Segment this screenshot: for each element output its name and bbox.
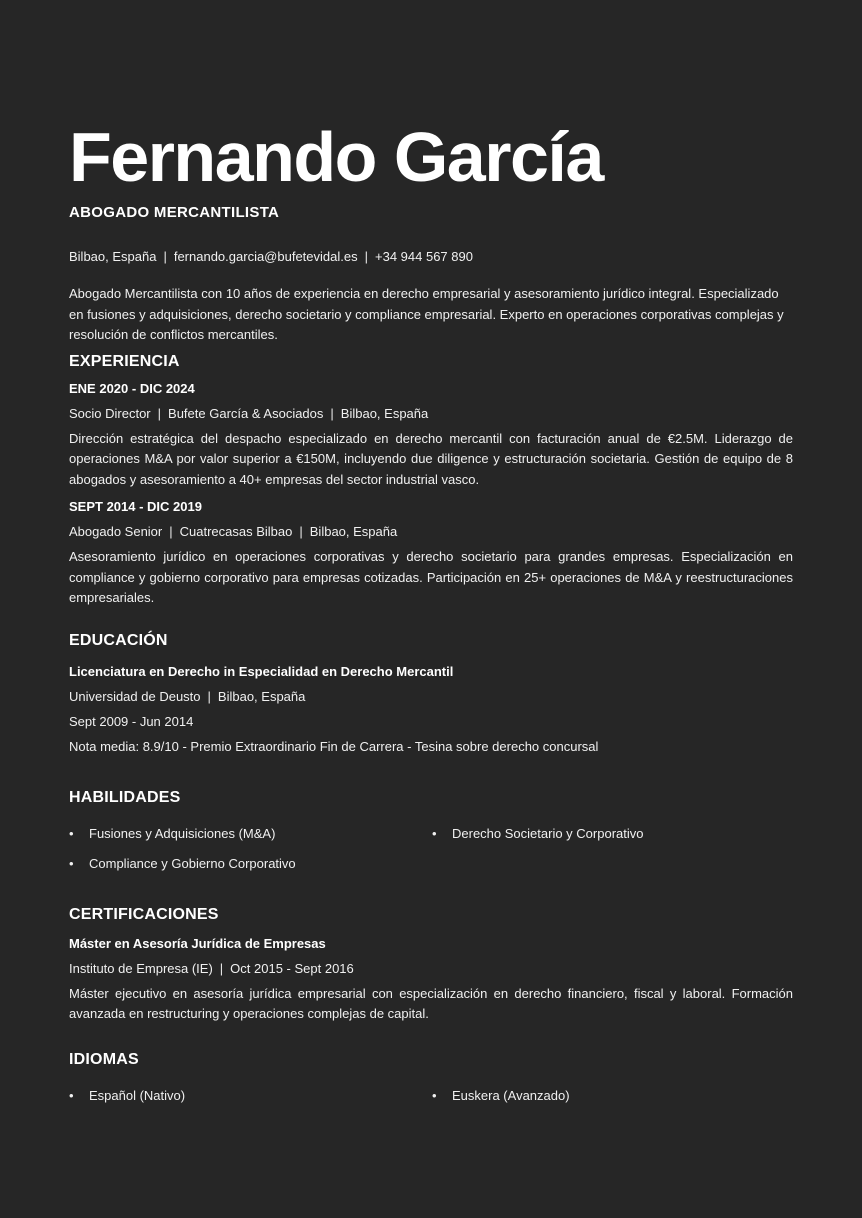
separator-bar: | (163, 249, 167, 264)
bullet-icon: • (69, 825, 74, 841)
job-description: Asesoramiento jurídico en operaciones corporativas y derecho societario para grandes empresas. Especialización en compliance y gobierno corporativo para empresas cotizadas. Participación en 25+ operaciones de M&A y reestructuraciones empresariales. (69, 549, 793, 605)
language-label: Euskera (Avanzado) (452, 1087, 570, 1103)
skill-item (69, 854, 430, 874)
job-meta-line (69, 522, 793, 542)
skill-label: Derecho Societario y Corporativo (452, 825, 644, 841)
separator-bar: | (157, 405, 162, 421)
bullet-icon: • (432, 825, 437, 841)
education-school: Universidad de Deusto (69, 688, 201, 704)
bullet-icon: • (69, 855, 74, 871)
section-heading-educacion: EDUCACIÓN (69, 631, 168, 649)
education-notes: Nota media: 8.9/10 - Premio Extraordinario Fin de Carrera - Tesina sobre derecho concursal (69, 738, 599, 754)
job-company: Bufete García & Asociados (168, 405, 324, 421)
separator-bar: | (169, 524, 173, 539)
section-heading-idiomas: IDIOMAS (69, 1050, 139, 1068)
job-location: Bilbao, España (340, 405, 429, 421)
separator-bar: | (364, 249, 368, 264)
job-dates: ENE 2020 - DIC 2024 (69, 380, 195, 396)
section-heading-certificaciones: CERTIFICACIONES (69, 905, 219, 923)
contact-location: Bilbao, España (69, 249, 157, 264)
language-item (69, 1086, 430, 1106)
section-heading-experiencia: EXPERIENCIA (69, 352, 180, 370)
section-certificaciones (69, 905, 793, 1025)
separator-bar: | (330, 405, 334, 421)
skill-label: Fusiones y Adquisiciones (M&A) (89, 825, 276, 841)
person-name: Fernando García (69, 118, 603, 196)
job-company: Cuatrecasas Bilbao (179, 524, 293, 539)
job-location: Bilbao, España (309, 524, 398, 539)
education-location: Bilbao, España (217, 688, 306, 704)
language-label: Español (Nativo) (89, 1087, 186, 1103)
skills-list (69, 824, 793, 874)
skill-item (69, 824, 430, 844)
certification-title: Máster en Asesoría Jurídica de Empresas (69, 935, 326, 951)
job-entry (69, 379, 793, 491)
job-description: Dirección estratégica del despacho especializado en derecho mercantil con facturación anual de €2.5M. Liderazgo de operaciones M&A por valor superior a €150M, incluyendo due diligence y estructuración societaria. Gestión de equipo de 8 abogados y asesoramiento a 40+ empresas del sector industrial vasco. (69, 430, 793, 487)
separator-bar: | (299, 524, 303, 539)
bullet-icon: • (432, 1087, 437, 1103)
section-heading-habilidades: HABILIDADES (69, 788, 181, 806)
languages-list (69, 1086, 793, 1106)
certification-issuer: Instituto de Empresa (IE) (69, 960, 213, 976)
education-school-line (69, 687, 793, 707)
summary-paragraph: Abogado Mercantilista con 10 años de experiencia en derecho empresarial y asesoramiento jurídico integral. Especializado en fusiones y adquisiciones, derecho societario y compliance empresarial. Experto en operaciones corporativas complejas y resolución de conflictos mercantiles. (69, 286, 784, 342)
certification-issuer-line (69, 959, 793, 979)
skill-item (432, 824, 793, 844)
education-degree: Licenciatura en Derecho in Especialidad en Derecho Mercantil (69, 663, 454, 679)
section-educacion (69, 631, 793, 757)
contact-phone: +34 944 567 890 (375, 249, 473, 264)
certification-dates: Oct 2015 - Sept 2016 (230, 960, 354, 976)
certification-description: Máster ejecutivo en asesoría jurídica empresarial con especialización en derecho financiero, fiscal y laboral. Formación avanzada en restructuring y operaciones complejas de capital. (69, 985, 793, 1021)
section-experiencia (69, 352, 793, 609)
job-role: Socio Director (69, 405, 151, 421)
separator-bar: | (207, 688, 211, 704)
job-entry (69, 497, 793, 609)
job-role: Abogado Senior (69, 524, 163, 539)
contact-email: fernando.garcia@bufetevidal.es (173, 249, 358, 264)
person-title: ABOGADO MERCANTILISTA (69, 204, 280, 221)
section-habilidades (69, 788, 793, 874)
separator-bar: | (219, 960, 224, 976)
language-item (432, 1086, 793, 1106)
contact-line (69, 247, 793, 267)
bullet-icon: • (69, 1087, 74, 1103)
job-dates: SEPT 2014 - DIC 2019 (69, 499, 202, 514)
job-meta-line (69, 404, 793, 424)
section-idiomas (69, 1050, 793, 1106)
education-dates: Sept 2009 - Jun 2014 (69, 713, 194, 729)
skill-label: Compliance y Gobierno Corporativo (89, 855, 296, 871)
